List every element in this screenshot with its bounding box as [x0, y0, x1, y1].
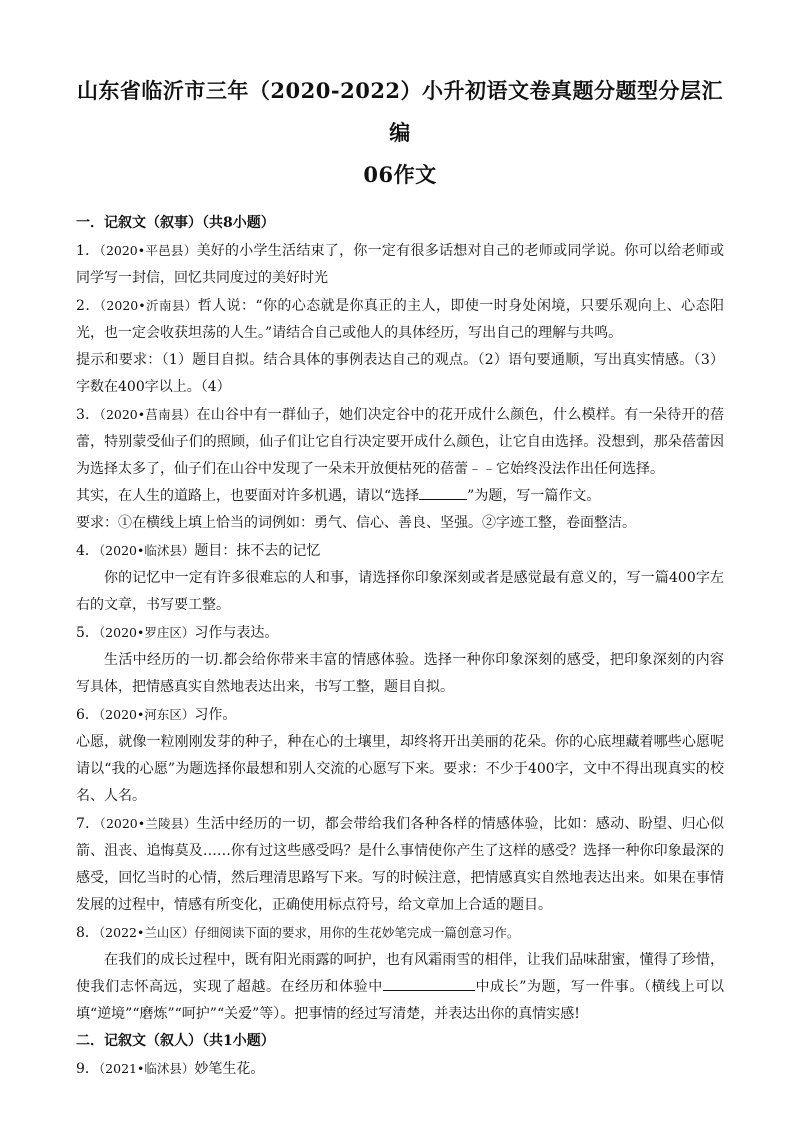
question-source: （2020•罗庄区）: [98, 625, 195, 640]
question-number: 2．: [76, 298, 100, 314]
question-number: 6．: [76, 707, 99, 723]
question-number: 7．: [76, 816, 100, 832]
question-7: [76, 810, 724, 919]
question-text: 哲人说：“你的心态就是你真正的主人，即使一时身处闲境，只要乐观向上、心态阳光，也一定会收获坦荡的人生。”请结合自己或他人的具体经历，写出自己的理解与共鸣。: [76, 298, 724, 341]
body-text: 在我们的成长过程中，既有阳光雨露的呵护，也有风霜雨雪的相伴，让我们品味甜蜜，懂得了珍惜，使我们志怀高远，实现了超越。在经历和体验中: [76, 952, 724, 995]
question-8-body: [76, 947, 724, 1028]
question-source: （2022•兰山区）: [98, 925, 195, 940]
question-8: [76, 919, 724, 947]
question-number: 3．: [76, 407, 100, 423]
prompt-text: ”为题，写一篇作文。: [467, 488, 601, 504]
document-title: 山东省临沂市三年（2020-2022）小升初语文卷真题分题型分层汇编: [76, 78, 724, 145]
question-number: 9．: [76, 1061, 99, 1077]
prompt-text: 其实，在人生的道路上，也要面对许多机遇，请以“选择: [76, 488, 420, 504]
question-2-requirements: 提示和要求：（1）题目自拟。结合具体的事例表达自己的观点。（2）语句要通顺，写出真实情感。（3）字数在400字以上。（4）: [76, 352, 724, 395]
question-source: （2020•平邑县）: [99, 243, 197, 258]
question-1: [76, 237, 724, 292]
question-6: [76, 701, 724, 729]
question-3-prompt: [76, 483, 724, 510]
question-source: （2021•临沭县）: [98, 1061, 195, 1076]
fill-in-blank: [419, 483, 467, 500]
question-9: [76, 1055, 724, 1083]
body-text: 中成长”为题，写一件事。（横线上可以填“逆境”“磨炼”“呵护”“关爱”等）。把事情的经过写清楚，并表达出你的真情实感!: [76, 979, 725, 1022]
question-5-body: 生活中经历的一切.都会给你带来丰富的情感体验。选择一种你印象深刻的感受，把印象深刻的内容写具体，把情感真实自然地表达出来，书写工整，题目自拟。: [76, 652, 724, 695]
question-3: [76, 401, 724, 483]
section-heading-narrative-people: 二．记叙文（叙人）（共1小题）: [76, 1033, 275, 1049]
question-2: [76, 292, 724, 347]
document-page: [76, 70, 724, 1083]
question-5: [76, 619, 724, 647]
question-6-body: 心愿，就像一粒刚刚发芽的种子，种在心的土壤里，却终将开出美丽的花朵。你的心底埋藏着哪些心愿呢请以“我的心愿”为题选择你最想和别人交流的心愿写下来。要求：不少于400字，文中不得出现真实的校名、人名。: [76, 734, 724, 804]
question-4-body: 你的记忆中一定有许多很难忘的人和事，请选择你印象深刻或者是感觉最有意义的，写一篇400字左右的文章，书写要工整。: [76, 570, 724, 613]
question-number: 5．: [76, 625, 99, 641]
question-number: 8．: [76, 925, 99, 941]
question-source: （2020•兰陵县）: [99, 816, 197, 831]
question-text: 在山谷中有一群仙子，她们决定谷中的花开成什么颜色，什么模样。有一朵待开的蓓蕾，特别蒙受仙子们的照顾，仙子们让它自行决定要开成什么颜色，让它自由选择。没想到，那朵蓓蕾因为选择太多了，仙子们在山谷中发现了一朵未开放便枯死的蓓蕾﹣﹣它始终没法作出任何选择。: [76, 407, 724, 477]
question-label: 仔细阅读下面的要求，用你的生花妙笔完成一篇创意习作。: [194, 925, 520, 940]
question-text: 生活中经历的一切，都会带给我们各种各样的情感体验，比如：感动、盼望、归心似箭、沮丧、追悔莫及……你有过这些感受吗？是什么事情使你产生了这样的感受？选择一种你印象最深的感受，回忆当时的心情，然后理清思路写下来。写的时候注意，把情感真实自然地表达出来。如果在事情发展的过程中，情感有所变化，正确使用标点符号，给文章加上合适的题目。: [76, 816, 724, 913]
fill-in-blank: [383, 974, 475, 991]
question-number: 1．: [76, 243, 100, 259]
question-source: （2020•河东区）: [98, 707, 195, 722]
question-source: （2020•临沭县）: [98, 543, 195, 558]
section-heading-narrative-events: 一．记叙文（叙事）（共8小题）: [76, 215, 275, 231]
question-source: （2020•莒南县）: [99, 407, 197, 422]
question-text: 美好的小学生活结束了，你一定有很多话想对自己的老师或同学说。你可以给老师或同学写一封信，回忆共同度过的美好时光: [76, 243, 724, 286]
question-source: （2020•沂南县）: [99, 298, 198, 313]
document-subtitle: 06作文: [363, 162, 437, 187]
question-label: 题目：抹不去的记忆: [194, 543, 321, 559]
question-number: 4．: [76, 543, 99, 559]
question-label: 习作。: [194, 707, 237, 723]
question-label: 习作与表达。: [194, 625, 279, 641]
question-label: 妙笔生花。: [194, 1061, 265, 1077]
question-4: [76, 537, 724, 565]
question-3-requirements: 要求：①在横线上填上恰当的词例如：勇气、信心、善良、坚强。②字迹工整，卷面整洁。: [76, 515, 636, 531]
